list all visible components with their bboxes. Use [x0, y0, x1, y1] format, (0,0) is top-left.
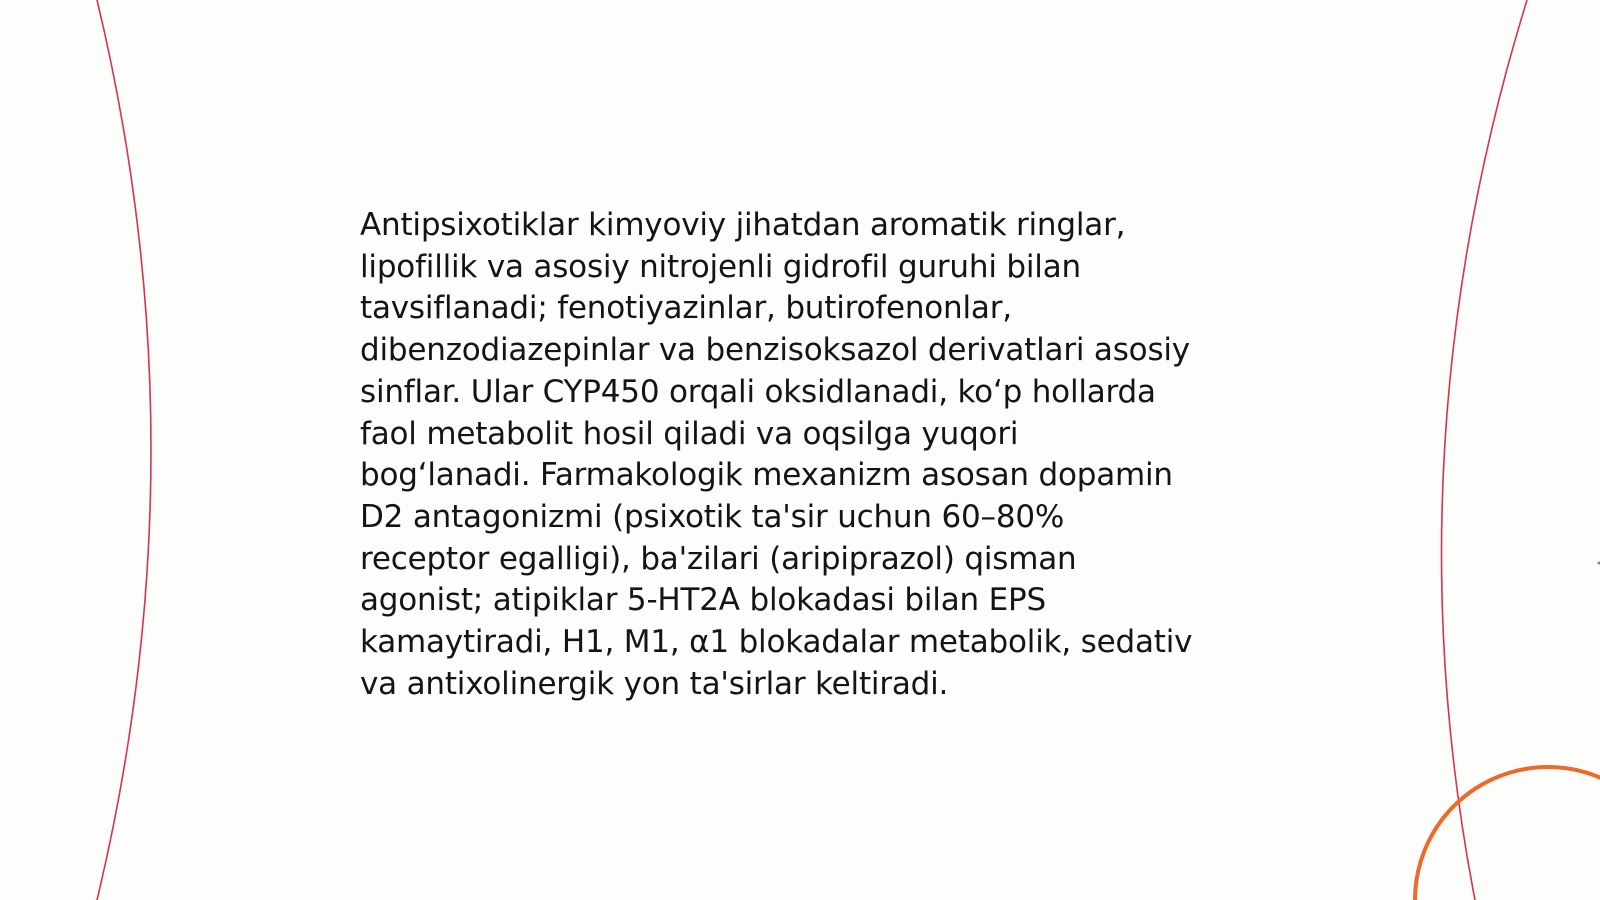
right-curve-line: [1442, 0, 1527, 900]
accent-arc: [1415, 767, 1600, 900]
left-curve-line: [97, 0, 151, 900]
slide-body-text: Antipsixotiklar kimyoviy jihatdan aromatik ringlar, lipofillik va asosiy nitrojenli gidrofil guruhi bilan tavsiflanadi; fenotiyazinlar, butirofenonlar, dibenzodiazepinlar va benzisoksazol derivatlari asosiy sinflar. Ular CYP450 orqali oksidlanadi, koʻp hollarda faol metabolit hosil qiladi va oqsilga yuqori bogʻlanadi. Farmakologik mexanizm asosan dopamin D2 antagonizmi (psixotik ta'sir uchun 60–80% receptor egalligi), ba'zilari (aripiprazol) qisman agonist; atipiklar 5-HT2A blokadasi bilan EPS kamaytiradi, H1, M1, α1 blokadalar metabolik, sedativ va antixolinergik yon ta'sirlar keltiradi.: [360, 207, 1193, 702]
